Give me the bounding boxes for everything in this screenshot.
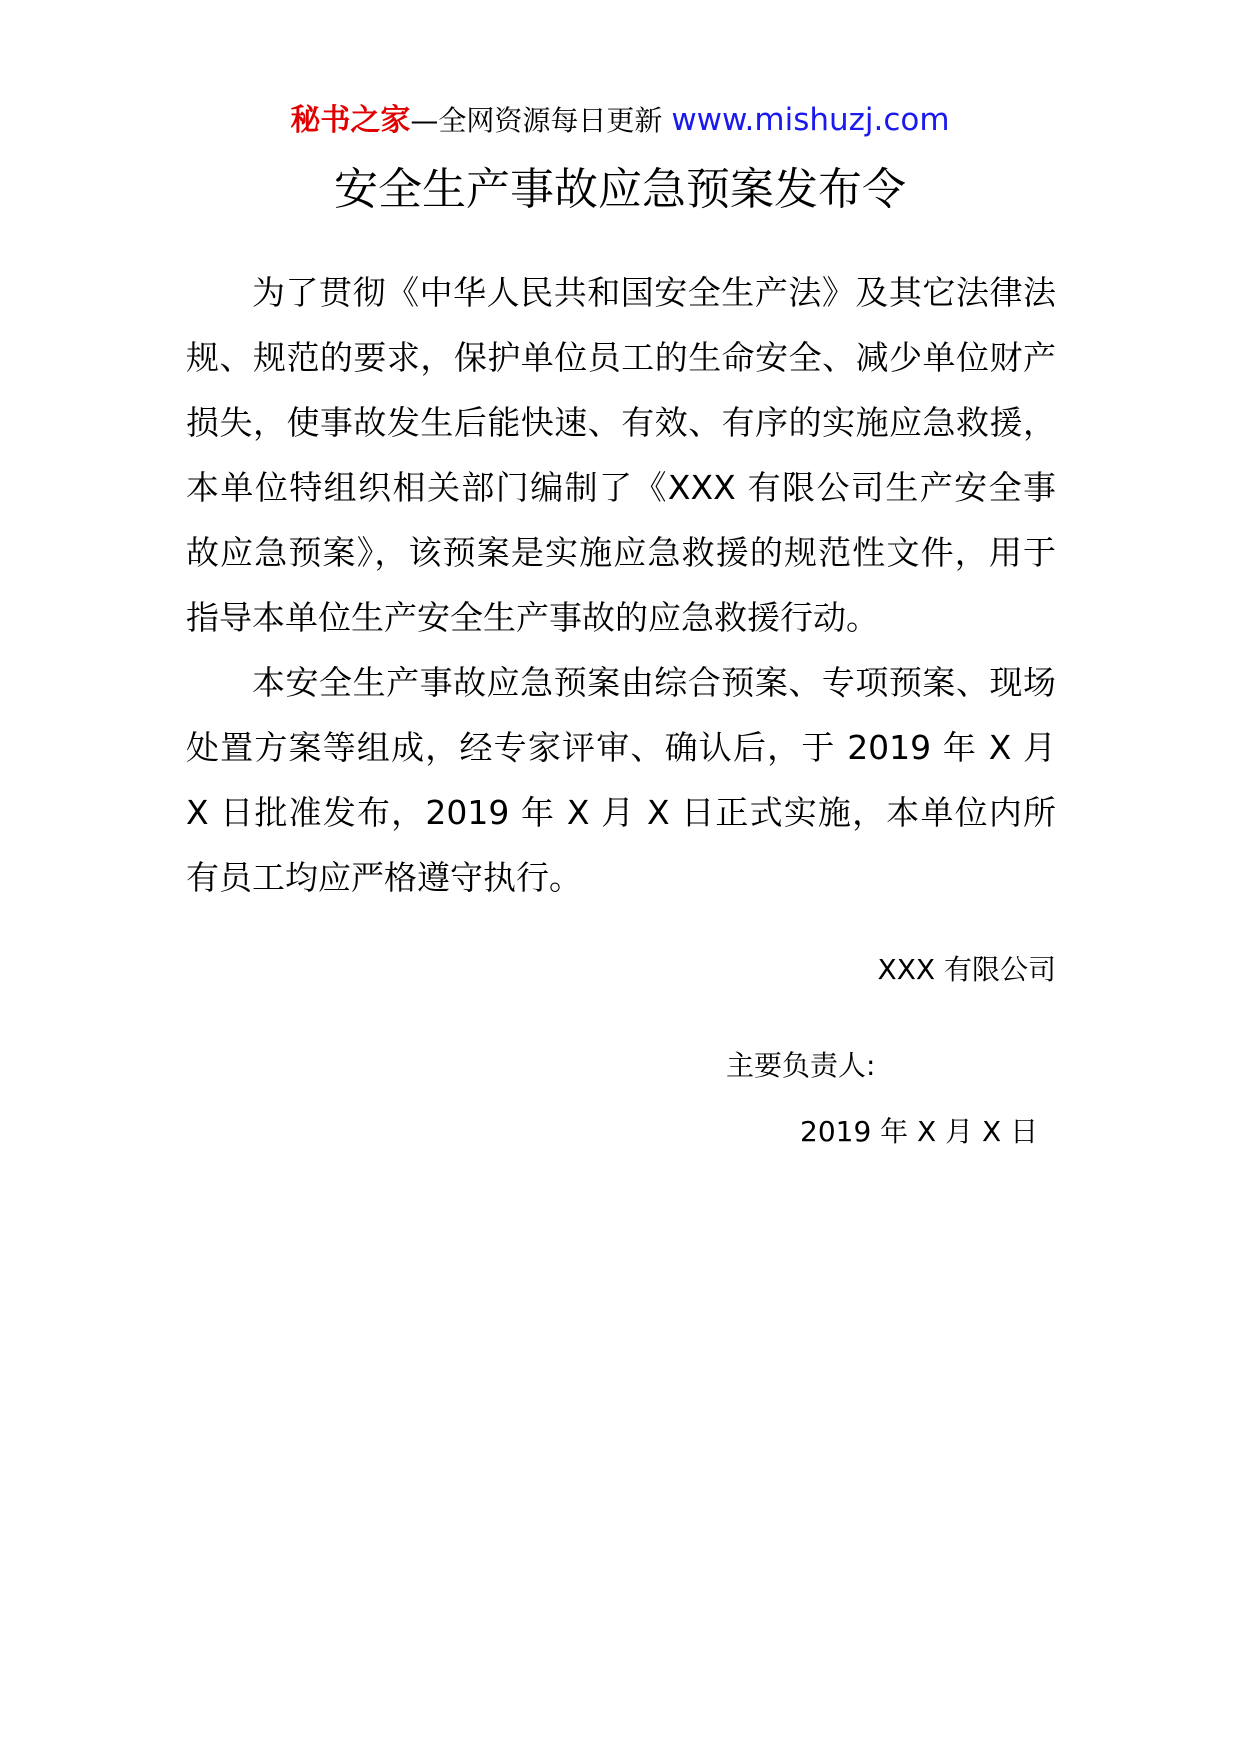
document-body bbox=[186, 260, 1056, 910]
signature-responsible-person: 主要负责人: bbox=[726, 1049, 876, 1082]
signature-date: 2019 年 X 月 X 日 bbox=[800, 1115, 1039, 1148]
brand-name: 秘书之家 bbox=[290, 103, 411, 138]
document-title: 安全生产事故应急预案发布令 bbox=[334, 164, 906, 215]
site-header bbox=[0, 100, 1240, 141]
signature-company: XXX 有限公司 bbox=[877, 953, 1056, 986]
body-paragraph: 本安全生产事故应急预案由综合预案、专项预案、现场处置方案等组成，经专家评审、确认后，于 2019 年 X 月 X 日批准发布，2019 年 X 月 X 日正式实施，本单位内所有员工均应严格遵守执行。 bbox=[186, 663, 1056, 897]
body-paragraph: 为了贯彻《中华人民共和国安全生产法》及其它法律法规、规范的要求，保护单位员工的生命安全、减少单位财产损失，使事故发生后能快速、有效、有序的实施应急救援，本单位特组织相关部门编制了《XXX 有限公司生产安全事故应急预案》，该预案是实施应急救援的规范性文件，用于指导本单位生产安全生产事故的应急救援行动。 bbox=[186, 273, 1056, 637]
site-url-link[interactable]: www.mishuzj.com bbox=[671, 102, 950, 138]
header-tagline: —全网资源每日更新 bbox=[410, 104, 663, 137]
